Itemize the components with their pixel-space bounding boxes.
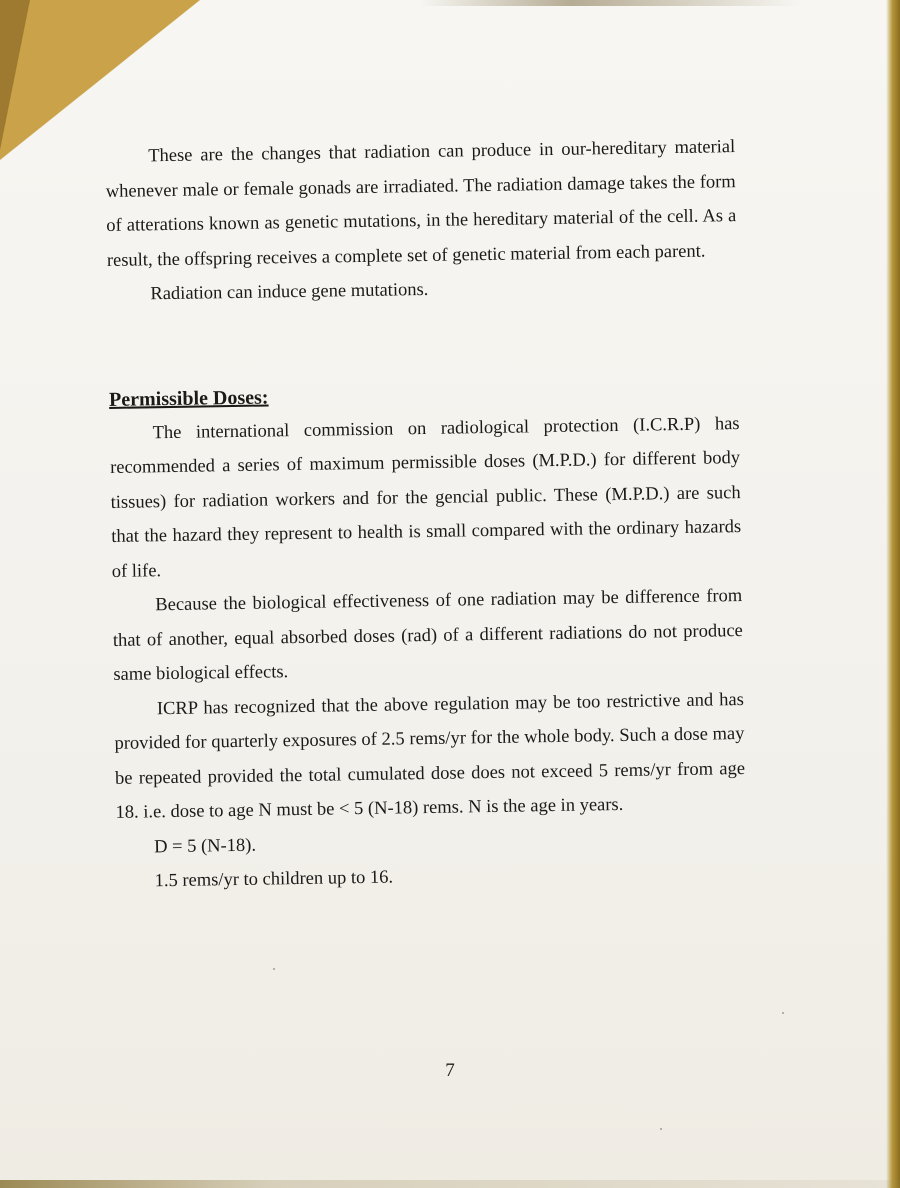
paragraph-gene-mutations: Radiation can induce gene mutations. [150,279,429,305]
folded-corner [0,0,200,160]
page-number: 7 [445,1060,455,1081]
paragraph-icrp-recommendation: The international commission on radiological protection (I.C.R.P) has recommended a series of maximum permissible doses (M.P.D.) for different body tissues) for radiation workers and for the gencial public. These (M.P.D.) are such that the hazard they represent to health is small compared with the ordinary hazards of life. [109,413,742,582]
children-dose-note: 1.5 rems/yr to children up to 16. [154,867,394,892]
dose-formula: D = 5 (N-18). [153,835,257,857]
section-heading-permissible-doses: Permissible Doses: [108,385,269,411]
paragraph-genetic-effects: These are the changes that radiation can produce in our-hereditary material whenever male or female gonads are irradiated. The radiation damage takes the form of atterations known as genetic mutations, in the hereditary material of the cell. As a result, the offspring receives a complete set of genetic material from each parent. [105,137,737,271]
scan-speck [782,1012,784,1014]
document-body [105,130,747,899]
paragraph-quarterly-exposures: ICRP has recognized that the above regulation may be too restrictive and has provided for quarterly exposures of 2.5 rems/yr for the whole body. Such a dose may be repeated provided the total cumulated dose does not exceed 5 rems/yr from age 18. i.e. dose to age N must be < 5 (N-18) rems. N is the age in years. [114,689,746,823]
scan-speck [660,1128,662,1130]
page-top-edge [420,0,800,6]
page-right-edge [886,0,900,1188]
scan-speck [273,968,275,970]
paragraph-biological-effectiveness: Because the biological effectiveness of one radiation may be difference from that of another, equal absorbed doses (rad) of a different radiations do not produce same biological effects. [112,586,743,685]
page-bottom-edge [0,1180,900,1188]
corner-shadow [0,0,30,150]
